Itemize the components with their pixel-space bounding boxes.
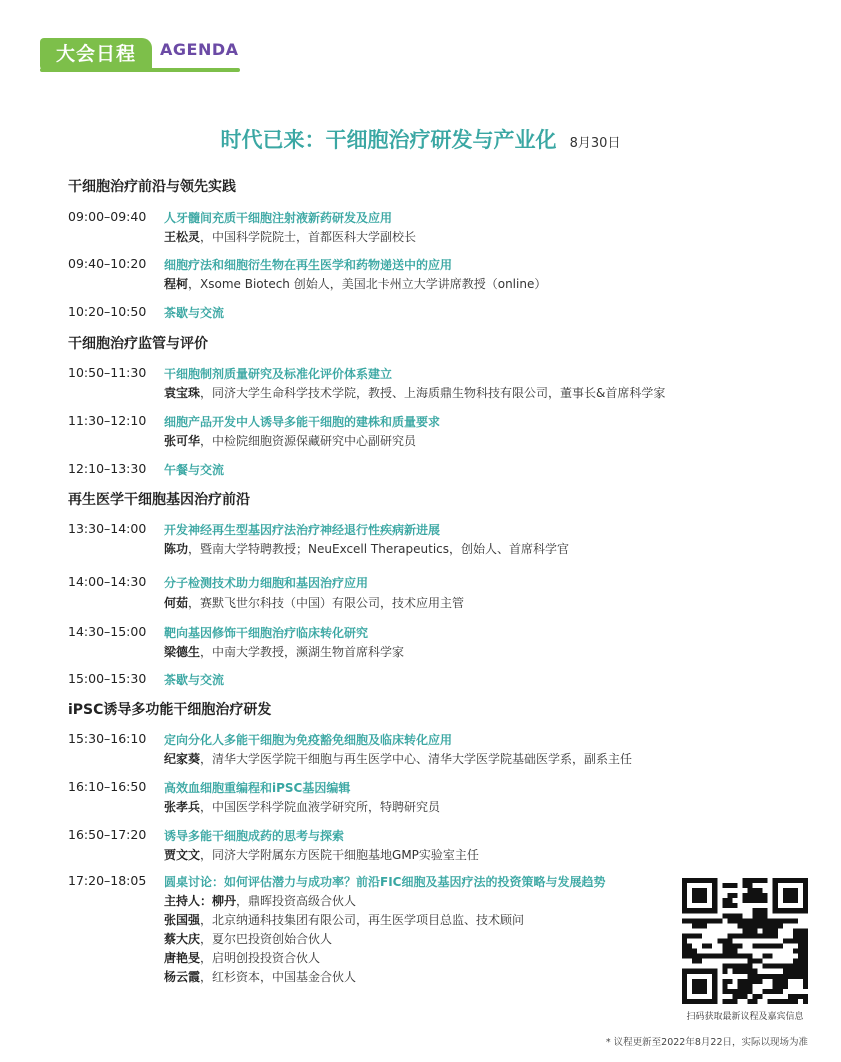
speaker-line — [164, 846, 479, 863]
session-topic: 诱导多能干细胞成药的思考与探索 — [164, 829, 345, 843]
session-topic: 细胞产品开发中人诱导多能干细胞的建株和质量要求 — [164, 415, 441, 429]
session-time: 14:30–15:00 — [68, 624, 147, 639]
speaker-desc: ，暨南大学特聘教授；NeuExcell Therapeutics，创始人、首席科学官 — [188, 542, 570, 556]
session-topic: 干细胞制剂质量研究及标准化评价体系建立 — [164, 367, 393, 381]
speaker-line — [164, 930, 332, 947]
session-time: 10:20–10:50 — [68, 304, 147, 319]
session-time: 15:30–16:10 — [68, 731, 147, 746]
speaker-line — [164, 892, 356, 909]
session-topic: 茶歇与交流 — [164, 306, 225, 320]
session-time: 16:50–17:20 — [68, 827, 147, 842]
speaker-name: 贾文文 — [164, 848, 201, 862]
header-cn-label: 大会日程 — [40, 38, 152, 70]
agenda-header — [40, 38, 240, 72]
session-topic: 人牙髓间充质干细胞注射液新药研发及应用 — [164, 211, 393, 225]
speaker-name: 张国强 — [164, 913, 201, 927]
session-time: 13:30–14:00 — [68, 521, 147, 536]
session-topic: 午餐与交流 — [164, 463, 225, 477]
speaker-name: 陈功 — [164, 542, 189, 556]
speaker-desc: ，赛默飞世尔科技（中国）有限公司，技术应用主管 — [188, 596, 465, 610]
speaker-line — [164, 594, 464, 611]
speaker-desc: ，红杉资本，中国基金合伙人 — [200, 970, 357, 984]
speaker-line — [164, 798, 440, 815]
speaker-desc: ，夏尔巴投资创始合伙人 — [200, 932, 333, 946]
qr-code-icon[interactable] — [682, 878, 808, 1004]
speaker-name: 唐艳旻 — [164, 951, 201, 965]
session-topic: 定向分化人多能干细胞为免疫豁免细胞及临床转化应用 — [164, 733, 453, 747]
session-time: 10:50–11:30 — [68, 365, 147, 380]
speaker-name: 王松灵 — [164, 230, 201, 244]
speaker-desc: ，中国医学科学院血液学研究所，特聘研究员 — [200, 800, 441, 814]
section-title: iPSC诱导多功能干细胞治疗研发 — [68, 702, 272, 718]
header-en-label: AGENDA — [160, 40, 239, 59]
speaker-name: 蔡大庆 — [164, 932, 201, 946]
speaker-desc: ，北京纳通科技集团有限公司，再生医学项目总监、技术顾问 — [200, 913, 525, 927]
speaker-line — [164, 432, 416, 449]
page-title — [0, 124, 841, 154]
speaker-line — [164, 384, 665, 401]
speaker-name: 杨云霞 — [164, 970, 201, 984]
title-date: 8月30日 — [569, 136, 621, 151]
footnote: * 议程更新至2022年8月22日，实际以现场为准 — [605, 1037, 808, 1048]
title-main: 时代已来：干细胞治疗研发与产业化 — [220, 128, 557, 152]
speaker-desc: ，中国科学院院士，首都医科大学副校长 — [200, 230, 417, 244]
speaker-name: 梁德生 — [164, 645, 201, 659]
speaker-line — [164, 968, 356, 985]
speaker-line — [164, 275, 546, 292]
speaker-desc: ，中南大学教授，濒湖生物首席科学家 — [200, 645, 405, 659]
section-title: 干细胞治疗监管与评价 — [68, 336, 208, 352]
speaker-name: 袁宝珠 — [164, 386, 201, 400]
speaker-desc: ，中检院细胞资源保藏研究中心副研究员 — [200, 434, 417, 448]
speaker-desc: ，Xsome Biotech 创始人，美国北卡州立大学讲席教授（online） — [188, 277, 547, 291]
session-topic: 茶歇与交流 — [164, 673, 225, 687]
speaker-desc: ，同济大学生命科学技术学院，教授、上海质鼎生物科技有限公司，董事长&首席科学家 — [200, 386, 666, 400]
speaker-desc: ，清华大学医学院干细胞与再生医学中心、清华大学医学院基础医学系，副系主任 — [200, 752, 633, 766]
speaker-line — [164, 540, 569, 557]
qr-caption: 扫码获取最新议程及嘉宾信息 — [686, 1012, 804, 1022]
session-time: 17:20–18:05 — [68, 873, 147, 888]
section-title: 再生医学干细胞基因治疗前沿 — [68, 492, 250, 508]
speaker-name: 纪家葵 — [164, 752, 201, 766]
speaker-name: 程柯 — [164, 277, 189, 291]
session-topic: 圆桌讨论：如何评估潜力与成功率？前沿FIC细胞及基因疗法的投资策略与发展趋势 — [164, 875, 606, 889]
speaker-name: 何茹 — [164, 596, 189, 610]
section-title: 干细胞治疗前沿与领先实践 — [68, 179, 236, 195]
session-topic: 分子检测技术助力细胞和基因治疗应用 — [164, 576, 369, 590]
session-time: 11:30–12:10 — [68, 413, 147, 428]
session-topic: 开发神经再生型基因疗法治疗神经退行性疾病新进展 — [164, 523, 441, 537]
speaker-line — [164, 949, 320, 966]
session-time: 15:00–15:30 — [68, 671, 147, 686]
speaker-line — [164, 228, 416, 245]
session-topic: 细胞疗法和细胞衍生物在再生医学和药物递送中的应用 — [164, 258, 453, 272]
session-time: 14:00–14:30 — [68, 574, 147, 589]
session-time: 12:10–13:30 — [68, 461, 147, 476]
speaker-desc: ，同济大学附属东方医院干细胞基地GMP实验室主任 — [200, 848, 479, 862]
session-topic: 靶向基因修饰干细胞治疗临床转化研究 — [164, 626, 369, 640]
speaker-line — [164, 750, 632, 767]
speaker-desc: ，启明创投投资合伙人 — [200, 951, 321, 965]
speaker-desc: ，鼎晖投资高级合伙人 — [236, 894, 357, 908]
speaker-line — [164, 643, 404, 660]
speaker-name: 张孝兵 — [164, 800, 201, 814]
speaker-line — [164, 911, 524, 928]
speaker-name: 主持人：柳丹 — [164, 894, 237, 908]
session-time: 09:00–09:40 — [68, 209, 147, 224]
session-time: 16:10–16:50 — [68, 779, 147, 794]
speaker-name: 张可华 — [164, 434, 201, 448]
session-topic: 高效血细胞重编程和iPSC基因编辑 — [164, 781, 351, 795]
session-time: 09:40–10:20 — [68, 256, 147, 271]
